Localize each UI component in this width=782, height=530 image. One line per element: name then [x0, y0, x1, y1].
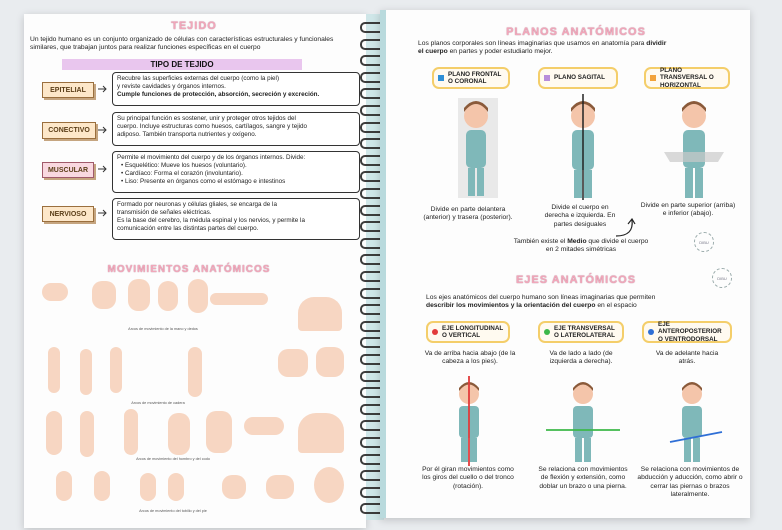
axis-anteroposterior-bottom: Se relaciona con movimientos de abducción y aducción, como abrir o cerrar las piernas o brazos lateralmente.	[637, 466, 743, 499]
axis-transversal-desc: Va de lado a lado (de izquierda a derecha).	[549, 350, 613, 366]
square-blue-icon	[438, 75, 444, 81]
movimientos-title: MOVIMIENTOS ANATÓMICOS	[107, 264, 271, 275]
caption-hand: Arcos de movimiento de la mano y dedos	[128, 327, 198, 331]
foot-figure	[56, 471, 72, 501]
hand-figure	[128, 279, 150, 311]
hand-figure	[278, 349, 308, 377]
tissue-desc-nervioso: Formado por neuronas y células gliales, se encarga de la transmisión de señales eléctricas. Es la base del cerebro, la médula espinal y los nervios, y permite la comunicación entre las distintas partes del cuerpo.	[112, 198, 360, 240]
movements-illustration	[28, 279, 362, 524]
plan-transversal-desc: Divide en parte superior (arriba) e inferior (abajo).	[640, 202, 736, 218]
torso-figure	[298, 413, 344, 453]
tejido-title: TEJIDO	[171, 20, 217, 32]
arm-figure	[210, 293, 268, 305]
leg-figure	[110, 347, 122, 393]
tissue-tag-epitelial: EPITELIAL	[42, 82, 94, 98]
ejes-intro: Los ejes anatómicos del cuerpo humano son líneas imaginarias que permiten describir los movimientos y la orientación del cuerpo en el espacio	[426, 294, 656, 310]
medio-note: También existe el Medio que divide el cuerpo en 2 mitades simétricas	[513, 238, 649, 254]
stamp-logo: DIBU	[712, 268, 732, 288]
hand-figure	[316, 347, 344, 377]
arm-figure	[244, 417, 284, 435]
blue-dot-icon	[648, 329, 654, 335]
arrow-icon	[98, 208, 108, 218]
axis-longitudinal-bottom: Por él giran movimientos como los giros del cuello o del tronco (rotación).	[422, 466, 514, 490]
nurse-transversal-figure	[662, 94, 726, 202]
plan-sagital-header: PLANO SAGITAL	[538, 67, 618, 89]
body-figure	[206, 411, 232, 453]
body-figure	[46, 411, 62, 455]
hand-figure	[158, 281, 178, 311]
body-figure	[188, 347, 202, 397]
nurse-anteroposterior-figure	[662, 376, 726, 466]
plan-frontal-header: PLANO FRONTAL O CORONAL	[432, 67, 510, 89]
arrow-icon	[98, 125, 108, 135]
nurse-longitudinal-figure	[442, 376, 496, 466]
axis-longitudinal-desc: Va de arriba hacia abajo (de la cabeza a los pies).	[424, 350, 516, 366]
tissue-tag-conectivo: CONECTIVO	[42, 122, 96, 139]
tejido-intro: Un tejido humano es un conjunto organizado de células con características estructurales y funcionales similares, que trabajan juntos para realizar funciones específicas en el cuerpo	[30, 36, 334, 52]
body-figure	[80, 411, 94, 457]
axis-transversal-bottom: Se relaciona con movimientos de flexión y extensión, como doblar un brazo o una pierna.	[538, 466, 628, 490]
tissue-desc-muscular: Permite el movimiento del cuerpo y de los órganos internos. Divide: • Esquelético: Mueve los huesos (voluntario). • Cardíaco: Forma el corazón (involuntario). • Liso: Presente en órganos como el estómago e intestinos	[112, 151, 360, 193]
hand-figure	[188, 279, 208, 313]
plan-transversal-header: PLANO TRANSVERSAL O HORIZONTAL	[644, 67, 730, 89]
hand-figure	[42, 283, 68, 301]
body-figure	[168, 413, 190, 455]
leg-figure	[80, 349, 92, 395]
hand-figure	[92, 281, 116, 309]
head-figure	[314, 467, 344, 503]
leg-figure	[48, 347, 60, 393]
arrow-icon	[98, 164, 108, 174]
green-dot-icon	[544, 329, 550, 335]
red-dot-icon	[432, 329, 438, 335]
caption-hip: Arcos de movimiento de cadera	[131, 401, 185, 405]
tipo-tejido-bar: TIPO DE TEJIDO	[62, 59, 302, 70]
tissue-desc-conectivo: Su principal función es sostener, unir y proteger otros tejidos del cuerpo. Incluye estructuras como huesos, cartílagos, sangre y tejido adiposo. También transporta nutrientes y oxígeno.	[112, 112, 360, 146]
plan-frontal-desc: Divide en parte delantera (anterior) y trasera (posterior).	[423, 206, 513, 222]
foot-figure	[168, 473, 184, 501]
axis-anteroposterior-desc: Va de adelante hacia atrás.	[655, 350, 719, 366]
nurse-frontal-figure	[440, 94, 512, 202]
arrow-icon	[98, 84, 108, 94]
square-purple-icon	[544, 75, 550, 81]
tissue-tag-nervioso: NERVIOSO	[42, 206, 94, 222]
torso-figure	[298, 297, 342, 331]
caption-shoulder: Arcos de movimiento del hombro y del codo	[136, 457, 210, 461]
foot-figure	[94, 471, 110, 501]
right-page	[380, 10, 750, 518]
stamp-logo: DIBU	[694, 232, 714, 252]
axis-longitudinal-header: EJE LONGITUDINAL O VERTICAL	[426, 321, 510, 343]
foot-figure	[140, 473, 156, 501]
axis-anteroposterior-header: EJE ANTEROPOSTERIOR O VENTRODORSAL	[642, 321, 732, 343]
nurse-transversal-axis-figure	[546, 376, 620, 466]
caption-foot: Arcos de movimiento del tobillo y del pie	[139, 509, 207, 513]
body-figure	[124, 409, 138, 455]
plan-sagital-desc: Divide el cuerpo en derecha e izquierda. En partes desiguales	[544, 204, 616, 228]
left-page	[24, 14, 366, 528]
foot-figure	[222, 475, 246, 499]
nurse-sagital-figure	[552, 92, 614, 202]
square-orange-icon	[650, 75, 656, 81]
ejes-title: EJES ANATÓMICOS	[515, 274, 637, 286]
axis-transversal-header: EJE TRANSVERSAL O LATEROLATERAL	[538, 321, 624, 343]
foot-figure	[266, 475, 294, 499]
planos-intro: Los planos corporales son líneas imaginarias que usamos en anatomía para dividir el cuerpo en partes y poder estudiarlo mejor.	[418, 40, 667, 56]
tissue-tag-muscular: MUSCULAR	[42, 162, 94, 178]
tissue-desc-epitelial: Recubre las superficies externas del cuerpo (como la piel) y reviste cavidades y órganos internos. Cumple funciones de protección, absorción, secreción y excreción.	[112, 72, 360, 106]
curved-arrow-icon	[614, 218, 638, 238]
planos-title: PLANOS ANATÓMICOS	[506, 26, 646, 38]
